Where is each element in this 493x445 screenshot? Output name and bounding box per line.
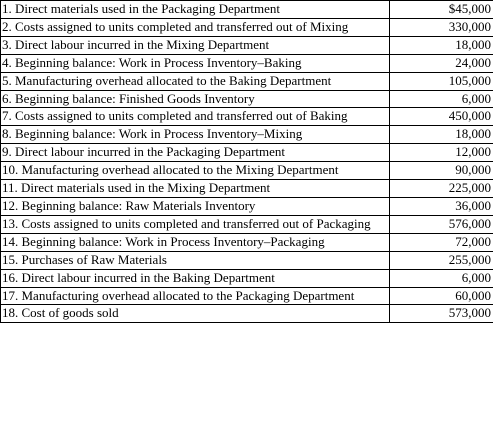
- table-row: [1, 144, 493, 162]
- row-description: 6. Beginning balance: Finished Goods Inventory: [1, 90, 390, 108]
- row-description: 16. Direct labour incurred in the Baking Department: [1, 269, 390, 287]
- row-amount: 24,000: [390, 54, 493, 72]
- table-row: [1, 18, 493, 36]
- table-row: [1, 305, 493, 323]
- row-amount: 36,000: [390, 197, 493, 215]
- row-amount: 255,000: [390, 251, 493, 269]
- table-row: [1, 1, 493, 19]
- row-description: 13. Costs assigned to units completed and transferred out of Packaging: [1, 215, 390, 233]
- row-amount: 60,000: [390, 287, 493, 305]
- table-row: [1, 251, 493, 269]
- row-amount: 18,000: [390, 36, 493, 54]
- row-amount: 90,000: [390, 162, 493, 180]
- row-amount: 12,000: [390, 144, 493, 162]
- row-description: 4. Beginning balance: Work in Process Inventory–Baking: [1, 54, 390, 72]
- table-row: [1, 269, 493, 287]
- row-description: 10. Manufacturing overhead allocated to the Mixing Department: [1, 162, 390, 180]
- row-amount: 330,000: [390, 18, 493, 36]
- table-row: [1, 197, 493, 215]
- table-row: [1, 126, 493, 144]
- table-row: [1, 233, 493, 251]
- table-row: [1, 72, 493, 90]
- table-row: [1, 215, 493, 233]
- row-amount: 6,000: [390, 269, 493, 287]
- row-amount: 72,000: [390, 233, 493, 251]
- table-row: [1, 108, 493, 126]
- row-description: 5. Manufacturing overhead allocated to the Baking Department: [1, 72, 390, 90]
- table-row: [1, 180, 493, 198]
- row-amount: 225,000: [390, 180, 493, 198]
- table-row: [1, 162, 493, 180]
- row-description: 8. Beginning balance: Work in Process Inventory–Mixing: [1, 126, 390, 144]
- row-description: 14. Beginning balance: Work in Process Inventory–Packaging: [1, 233, 390, 251]
- row-amount: 18,000: [390, 126, 493, 144]
- row-description: 3. Direct labour incurred in the Mixing Department: [1, 36, 390, 54]
- row-amount: 450,000: [390, 108, 493, 126]
- row-description: 2. Costs assigned to units completed and transferred out of Mixing: [1, 18, 390, 36]
- row-description: 15. Purchases of Raw Materials: [1, 251, 390, 269]
- table-row: [1, 90, 493, 108]
- table-row: [1, 36, 493, 54]
- table-row: [1, 287, 493, 305]
- row-amount: 105,000: [390, 72, 493, 90]
- row-description: 7. Costs assigned to units completed and transferred out of Baking: [1, 108, 390, 126]
- row-amount: 576,000: [390, 215, 493, 233]
- row-amount: $45,000: [390, 1, 493, 19]
- table-row: [1, 54, 493, 72]
- row-description: 17. Manufacturing overhead allocated to the Packaging Department: [1, 287, 390, 305]
- row-description: 12. Beginning balance: Raw Materials Inventory: [1, 197, 390, 215]
- row-description: 9. Direct labour incurred in the Packaging Department: [1, 144, 390, 162]
- row-amount: 573,000: [390, 305, 493, 323]
- row-description: 18. Cost of goods sold: [1, 305, 390, 323]
- row-description: 11. Direct materials used in the Mixing Department: [1, 180, 390, 198]
- row-amount: 6,000: [390, 90, 493, 108]
- row-description: 1. Direct materials used in the Packaging Department: [1, 1, 390, 19]
